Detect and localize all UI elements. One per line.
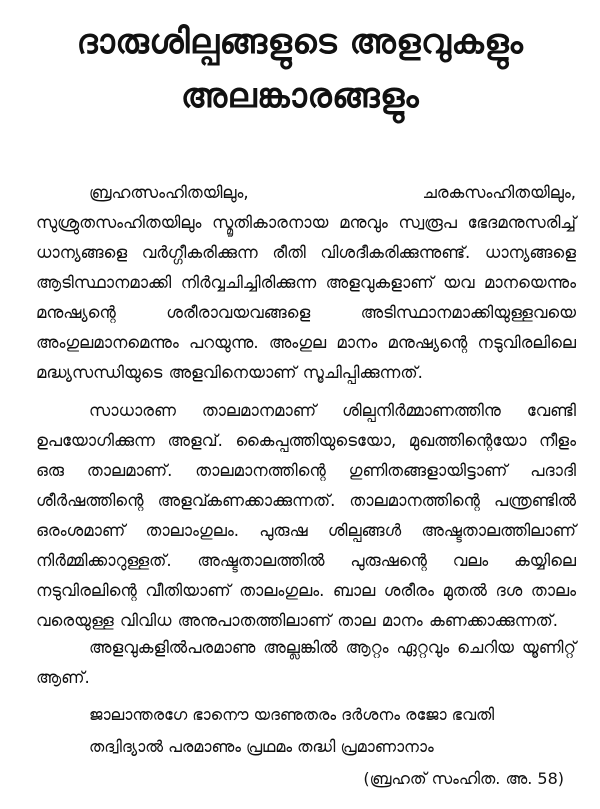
sanskrit-verse-line-1: ജാലാന്തരഗേ ഭാനൌ യദണുതരം ദർശനം രജോ ഭവതി [89,705,495,724]
paragraph-2: സാധാരണ താലമാനമാണ് ശില്പനിർമ്മാണത്തിനു വേണ്ടി ഉപയോഗിക്കുന്ന അളവ്. കൈപ്പത്തിയുടെയോ, മുഖത്തിന്റെയോ നീളം ഒരു താലമാണ്. താലമാനത്തിന്റെ ഗുണിതങ്ങളായിട്ടാണ് പദാദി ശീർഷത്തിന്റെ അളവ്കണക്കാക്കുന്നത്. താലമാനത്തിന്റെ പന്ത്രണ്ടിൽ ഒരംശമാണ് താലാംഗുലം. പുരുഷ ശില്പങ്ങൾ അഷ്ടതാലത്തിലാണ് നിർമ്മിക്കാറുള്ളത്. അഷ്ടതാലത്തിൽ പുരുഷന്റെ വലം കയ്യിലെ നടുവിരലിന്റെ വീതിയാണ് താലംഗുലം. ബാല ശരീരം മുതൽ ദശ താലം വരെയുള്ള വിവിധ അനുപാതത്തിലാണ് താല മാനം കണക്കാക്കുന്നത്. [36,401,576,630]
verse-citation: (ബ്രഹത് സംഹിത. അ. 58) [363,769,564,788]
paragraph-1: ബ്രഹത്സംഹിതയിലും, ചരകസംഹിതയിലും, സുശ്രുതസംഹിതയിലും സ്മൃതികാരനായ മനുവും സ്വരൂപ ഭേദമനുസരിച്ച് ധാന്യങ്ങളെ വർഗ്ഗീകരിക്കുന്ന രീതി വിശദീകരിക്കുന്നുണ്ട്. ധാന്യങ്ങളെ ആടിസ്ഥാനമാക്കി നിർവ്വചിച്ചിരിക്കുന്ന അളവുകളാണ് യവ മാനയെന്നും മനുഷ്യന്റെ ശരീരാവയവങ്ങളെ അടിസ്ഥാനമാക്കിയുള്ളവയെ അംഗുലമാനമെന്നും പറയുന്നു. അംഗുല മാനം മനുഷ്യന്റെ നടുവിരലിലെ മദ്ധ്യസന്ധിയുടെ അളവിനെയാണ് സൂചിപ്പിക്കുന്നത്. [36,183,576,382]
sanskrit-verse-line-2: തദ്വിദ്യാൽ പരമാണും പ്രഥമം തദ്ധി പ്രമാണാനാം [89,737,434,756]
page-title-line-1: ദാരുശില്പങ്ങളുടെ അളവുകളും [76,22,524,62]
paragraph-3: അളവുകളിൽപരമാണു അല്ലങ്കിൽ ആറ്റം ഏറ്റവും ചെറിയ യൂണിറ്റ് ആണ്. [36,638,576,687]
page-title-line-2: അലങ്കാരങ്ങളും [180,76,420,116]
